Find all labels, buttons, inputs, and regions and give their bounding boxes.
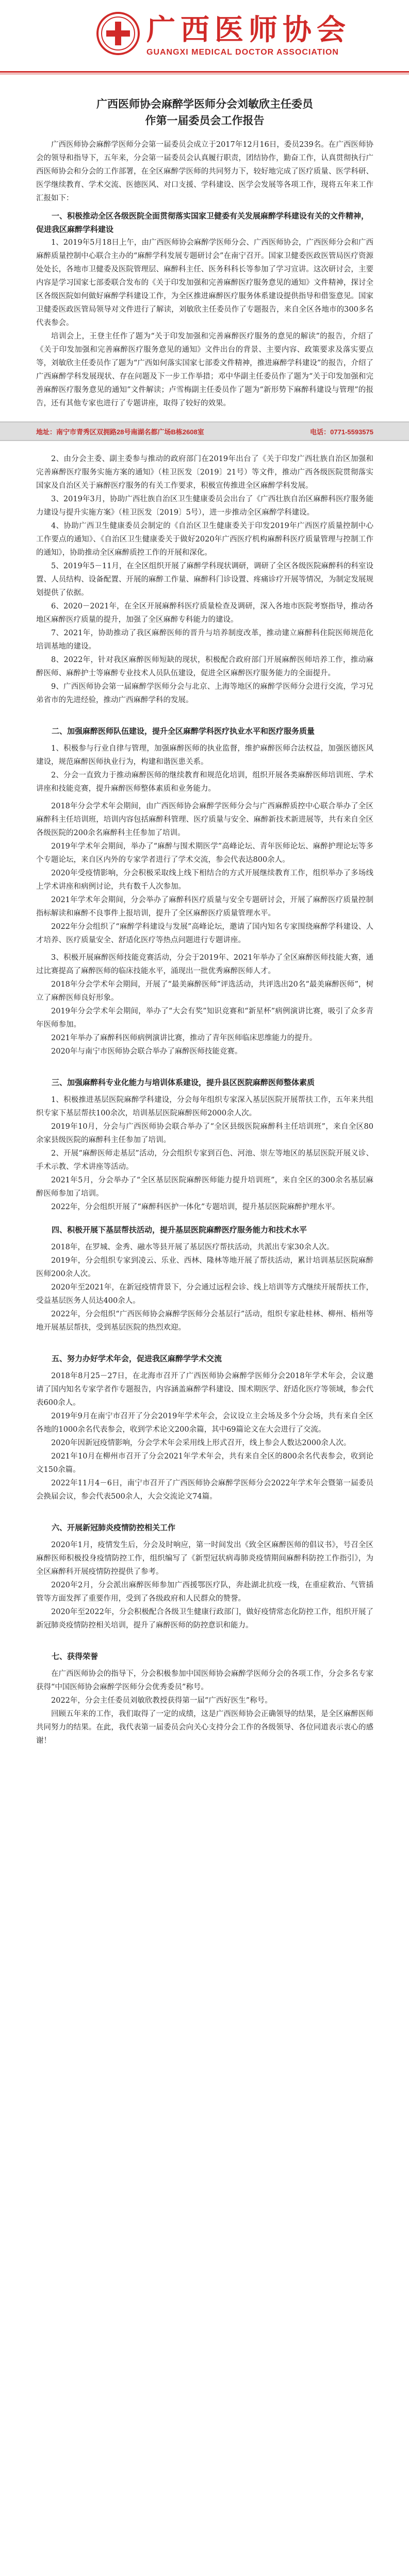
report-title-line-2: 作第一届委员会工作报告 <box>145 114 265 127</box>
paragraph: 4、协助广西卫生健康委员会制定的《自治区卫生健康委关于印发2019年广西医疗质量控制中心工作要点的通知》、《自治区卫生健康委关于做好2020年广西医疗机构麻醉科医疗质量管理与控制工作的通知》，协助推动全区麻醉质控工作的开展和深化。 <box>36 522 373 557</box>
section-heading: 六、开展新冠肺炎疫情防控相关工作 <box>52 1523 176 1532</box>
section-heading: 一、积极推动全区各级医院全面贯彻落实国家卫健委有关发展麻醉学科建设有关的文件精神，促进我区麻醉学科建设 <box>36 211 369 234</box>
paragraph: 2020年受疫情影响，分会积极采取线上线下相结合的方式开展继续教育工作，组织举办了多场线上学术讲座和病例讨论，共有数千人次参加。 <box>36 869 373 891</box>
paragraph: 2019年9月在南宁市召开了分会2019年学术年会，会议设立主会场及多个分会场，共有来自全区各地的1000余名代表参会，收到学术论文200余篇，其中69篇论文在大会进行了交流。 <box>36 1412 373 1434</box>
paragraph: 2022年，分会主任委员刘敏欣教授获得第一届“广西好医生”称号。 <box>51 1697 272 1705</box>
paragraph: 2、分会一直致力于推动麻醉医师的继续教育和规范化培训，组织开展各类麻醉医师培训班、学术讲座和技能竞赛，提升麻醉医师整体素质和业务能力。 <box>36 771 373 793</box>
paragraph: 2022年分会组织了“麻醉学科建设与发展”高峰论坛，邀请了国内知名专家围绕麻醉学科建设、人才培养、医疗质量安全、舒适化医疗等热点问题进行专题讲座。 <box>36 923 373 944</box>
paragraph: 2019年，分会组织专家到凌云、乐业、西林、隆林等地开展了帮扶活动，累计培训基层医院麻醉医师200余人次。 <box>36 1257 373 1278</box>
paragraph: 1、积极推进基层医院麻醉学科建设，分会每年组织专家深入基层医院开展帮扶工作，五年来共组织专家下基层帮扶100余次，培训基层医院麻醉医师2000余人次。 <box>36 1096 373 1117</box>
paragraph: 2020年至2021年，在新冠疫情背景下，分会通过远程会诊、线上培训等方式继续开展帮扶工作，受益基层医务人员达400余人。 <box>36 1283 373 1305</box>
section-heading: 七、获得荣誉 <box>52 1652 99 1661</box>
paragraph: 2020年2月，分会派出麻醉医师参加广西援鄂医疗队，奔赴湖北抗疫一线，在重症救治、气管插管等方面发挥了重要作用，受到了各级政府和人民群众的赞誉。 <box>36 1581 373 1603</box>
paragraph: 1、积极参与行业自律与管理，加强麻醉医师的执业监督，维护麻醉医师合法权益，加强医德医风建设，规范麻醉医师执业行为，构建和谐医患关系。 <box>36 744 373 766</box>
paragraph: 2022年，分会组织开展了“麻醉科医护一体化”专题培训，提升基层医院麻醉护理水平。 <box>51 1203 340 1211</box>
report-title-line-1: 广西医师协会麻醉学医师分会刘敏欣主任委员 <box>96 97 313 110</box>
paragraph: 2020年至2022年，分会积极配合各级卫生健康行政部门，做好疫情常态化防控工作，组织开展了新冠肺炎疫情防控相关培训，提升了麻醉医师的防控意识和能力。 <box>36 1608 373 1630</box>
header-rule <box>0 71 409 73</box>
paragraph: 2022年，分会组织“广西医师协会麻醉学医师分会基层行”活动，组织专家赴桂林、柳州、梧州等地开展基层帮扶，受到基层医院的热烈欢迎。 <box>36 1310 373 1332</box>
paragraph: 6、2020－2021年，在全区开展麻醉科医疗质量检查及调研，深入各地市医院考察指导，推动各地区麻醉医疗质量的提升，加强了全区麻醉专科能力的建设。 <box>36 602 373 624</box>
paragraph: 2018年分会学术年会期间，开展了“最美麻醉医师”评选活动，共评选出20名“最美麻醉医师”，树立了麻醉医师良好形象。 <box>36 980 373 1002</box>
paragraph: 2018年，在罗城、金秀、融水等县开展了基层医疗帮扶活动，共派出专家30余人次。 <box>51 1243 334 1251</box>
paragraph: 2018年8月25－27日，在北海市召开了广西医师协会麻醉学医师分会2018年学术年会，会议邀请了国内知名专家学者作专题报告，内容涵盖麻醉学科建设、围术期医学、舒适化医疗等领域，参会代表600余人。 <box>36 1372 373 1407</box>
paragraph: 1、2019年5月18日上午，由广西医师协会麻醉学医师分会、广西医师协会，广西医师分会和广西麻醉质量控制中心联合主办的“麻醉学科发展专题研讨会”在南宁召开。国家卫健委医政医管局医疗资源处处长，各地市卫健委及医院管理层、麻醉科主任、医务科科长等参加了学习宣讲。这次研讨会，主要内容是学习国家七部委联合发布的《关于印发加强和完善麻醉医疗服务意见的通知》文件精神，探讨全区各级医院如何做好麻醉学科建设工作，为全区推进麻醉医疗服务体系建设提供指导和借鉴意见。国家卫健委医政医管局领导对文件进行了解读，刘敏欣主任委员作了专题报告，来自全区各地市的300多名代表参会。 <box>36 239 373 327</box>
letterhead <box>0 0 409 78</box>
paragraph: 2021年10月在柳州市召开了分会2021年学术年会，共有来自全区的800余名代表参会，收到论文150余篇。 <box>36 1452 373 1474</box>
organization-name-english: GUANGXI MEDICAL DOCTOR ASSOCIATION <box>146 48 339 57</box>
section-heading: 五、努力办好学术年会，促进我区麻醉学学术交流 <box>52 1354 222 1363</box>
paragraph: 2、由分会主委、副主委参与推动的政府部门在2019年出台了《关于印发广西壮族自治区加强和完善麻醉医疗服务实施方案的通知》（桂卫医发〔2019〕21号）等文件，推动广西各级医院贯彻落实国家及自治区关于麻醉医疗服务的有关工作要求，积极宣传推进全区麻醉学科发展。 <box>36 455 373 490</box>
paragraph: 7、2021年，协助推动了我区麻醉医师的晋升与培养制度改革，推动建立麻醉科住院医师规范化培训基地的建设。 <box>36 629 373 651</box>
paragraph: 回顾五年来的工作，我们取得了一定的成绩，这是广西医师协会正确领导的结果，是全区麻醉医师共同努力的结果。在此，我代表第一届委员会向关心支持分会工作的各级领导、各位同道表示衷心的感谢！ <box>36 1710 373 1745</box>
paragraph: 2021年举办了麻醉科医师病例演讲比赛，推动了青年医师临床思维能力的提升。 <box>51 1034 317 1042</box>
section-heading: 三、加强麻醉科专业化能力与培训体系建设，提升县区医院麻醉医师整体素质 <box>52 1078 315 1087</box>
paragraph: 广西医师协会麻醉学医师分会第一届委员会成立于2017年12月16日，委员239名。在广西医师协会的领导和指导下，五年来，分会第一届委员会认真履行职责，团结协作，勤奋工作，认真贯彻执行广西医师协会和分会的工作部署，在全区麻醉学医师的共同努力下，较好地完成了医疗质量、医学科研、医学继续教育、学术交流、医德医风、对口支援、学科建设、医学会发展等各项工作，现将五年来工作汇报如下： <box>36 141 373 202</box>
paragraph: 2020年与南宁市医师协会联合举办了麻醉医师技能竞赛。 <box>51 1047 242 1056</box>
paragraph: 2018年分会学术年会期间，由广西医师协会麻醉学医师分会与广西麻醉质控中心联合举办了全区麻醉科主任培训班，培训内容包括麻醉科管理、医疗质量与安全、麻醉新技术新进展等，共有来自全区各级医院的200余名麻醉科主任参加了培训。 <box>36 802 373 837</box>
paragraph: 2019年分会学术年会期间，举办了“大会有奖”知识竞赛和“新星杯”病例演讲比赛，吸引了众多青年医师参加。 <box>36 1007 373 1029</box>
paragraph: 2022年11月4－6日，南宁市召开了广西医师协会麻醉学医师分会2022年学术年会暨第一届委员会换届会议，参会代表500余人，大会交流论文74篇。 <box>36 1479 373 1501</box>
paragraph: 2021年5月，分会举办了“全区基层医院麻醉医师能力提升培训班”，来自全区的300余名基层麻醉医师参加了培训。 <box>36 1176 373 1198</box>
paragraph: 5、2019年5－11月，在全区组织开展了麻醉学科现状调研，调研了全区各级医院麻醉科的科室设置、人员结构、设备配置、开展的麻醉工作量、麻醉科门诊设置、疼痛诊疗开展等情况，为制定发展规划提供了依据。 <box>36 562 373 597</box>
paragraph: 8、2022年，针对我区麻醉医师短缺的现状，积极配合政府部门开展麻醉医师培养工作，推动麻醉医师、麻醉护士等麻醉专业技术人员队伍建设，促进全区麻醉医疗服务能力的全面提升。 <box>36 656 373 677</box>
paragraph: 2、开展“麻醉医师走基层”活动，分会组织专家到百色、河池、崇左等地区的基层医院开展义诊、手术示教、学术讲座等活动。 <box>36 1149 373 1171</box>
paragraph: 2021年学术年会期间，分会举办了麻醉科医疗质量与安全专题研讨会，开展了麻醉医疗质量控制指标解读和麻醉不良事件上报培训，提升了全区麻醉医疗质量管理水平。 <box>36 896 373 918</box>
section-heading: 二、加强麻醉医师队伍建设，提升全区麻醉学科医疗执业水平和医疗服务质量 <box>52 726 315 736</box>
phone-text: 电话：0771-5593575 <box>310 428 373 436</box>
paragraph: 在广西医师协会的指导下，分会积极参加中国医师协会麻醉学医师分会的各项工作，分会多名专家获得“中国医师协会麻醉学医师分会优秀委员”称号。 <box>36 1670 373 1691</box>
paragraph: 2019年学术年会期间，举办了“麻醉与围术期医学”高峰论坛、青年医师论坛、麻醉护理论坛等多个专题论坛，来自区内外的专家学者进行了学术交流，参会代表达800余人。 <box>36 842 373 864</box>
paragraph: 2020年因新冠疫情影响，分会学术年会采用线上形式召开，线上参会人数达2000余人次。 <box>51 1439 351 1447</box>
paragraph: 3、2019年3月，协助广西壮族自治区卫生健康委员会出台了《广西壮族自治区麻醉科医疗服务能力建设与提升实施方案》（桂卫医发〔2019〕5号），进一步推动全区麻醉学科建设。 <box>36 495 373 517</box>
address-banner <box>0 421 409 441</box>
paragraph: 2020年1月，疫情发生后，分会及时响应，第一时间发出《致全区麻醉医师的倡议书》，号召全区麻醉医师积极投身疫情防控工作，组织编写了《新型冠状病毒肺炎疫情期间麻醉科防控工作指引》，为全区麻醉科开展疫情防控提供了参考。 <box>36 1541 373 1576</box>
paragraph: 9、广西医师协会第一届麻醉学医师分会与北京、上海等地区的麻醉学医师分会进行交流，学习兄弟省市的先进经验，推动广西麻醉学科的发展。 <box>36 683 373 704</box>
report-body <box>36 96 373 1778</box>
association-seal-icon <box>96 11 140 56</box>
paragraph: 培训会上，王登主任作了题为“关于印发加强和完善麻醉医疗服务的意见的解读”的报告，介绍了《关于印发加强和完善麻醉医疗服务意见的通知》文件出台的背景、主要内容、政策要求及落实要点等，刘敏欣主任委员作了题为“广西如何落实国家七部委文件精神，推进麻醉学科建设”的报告，介绍了广西麻醉学科发展现状、存在问题及下一步工作举措；邓中华副主任委员作了题为“关于印发加强和完善麻醉医疗服务意见的通知”文件解读；卢雪梅副主任委员作了题为“新形势下麻醉科建设与管理”的报告，还有其他专家也进行了专题讲座，取得了较好的效果。 <box>36 332 373 408</box>
paragraph: 2019年10月，分会与广西医师协会联合举办了“全区县级医院麻醉科主任培训班”，来自全区80余家县级医院的麻醉科主任参加了培训。 <box>36 1123 373 1144</box>
organization-name: 广西医师协会 <box>146 13 351 47</box>
section-heading: 四、积极开展下基层帮扶活动，提升基层医院麻醉医疗服务能力和技术水平 <box>52 1225 307 1234</box>
address-text: 地址：南宁市青秀区双拥路28号南湖名都广场B栋2608室 <box>36 428 204 436</box>
paragraph: 3、积极开展麻醉医师技能竞赛活动，分会于2019年、2021年举办了全区麻醉医师技能大赛，通过比赛提高了麻醉医师的临床技能水平，涌现出一批优秀麻醉医师人才。 <box>36 954 373 975</box>
